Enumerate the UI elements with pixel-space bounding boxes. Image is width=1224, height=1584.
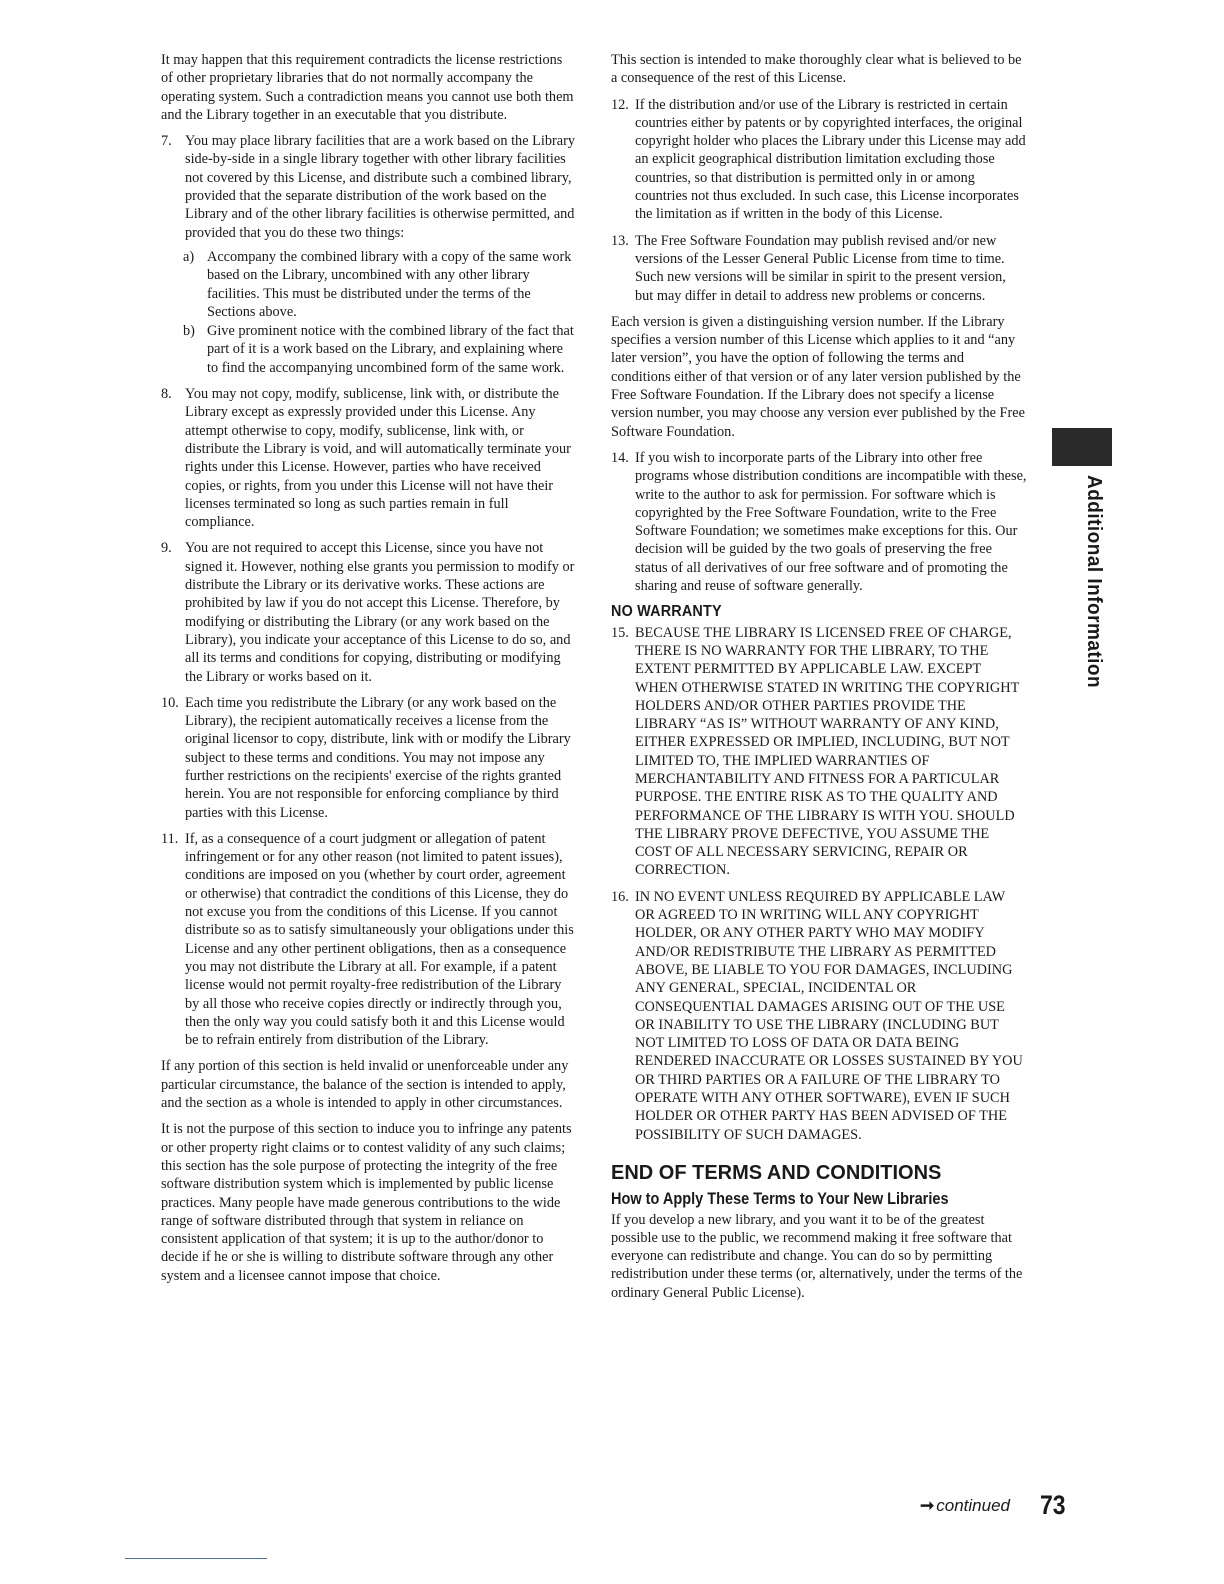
section-tab-marker <box>1052 428 1112 466</box>
item-text: If you wish to incorporate parts of the Library into other free programs whose distribution conditions are incompatible with these, write to the author to ask for permission. For software which is copyrighted by the Free Software Foundation, write to the Free Software Foundation; we sometimes make exceptions for this. Our decision will be guided by the two goals of preserving the free status of all derivatives of our free software and of promoting the sharing and reuse of software generally. <box>635 449 1027 595</box>
item-number: 13. <box>611 232 629 249</box>
item-text: Each time you redistribute the Library (or any work based on the Library), the recipient automatically receives a license from the original licensor to copy, distribute, link with or modify the Library subject to these terms and conditions. You may not impose any further restrictions on the recipients' exercise of the rights granted herein. You are not responsible for enforcing compliance by third parties with this License. <box>185 694 571 821</box>
paragraph: It may happen that this requirement contradicts the license restrictions of other proprietary libraries that do not normally accompany the operating system. Such a contradiction means you cannot use both them and the Library together in an executable that you distribute. <box>161 52 574 123</box>
left-column <box>161 51 577 1293</box>
paragraph: Each version is given a distinguishing version number. If the Library specifies a version number of this License which applies to it and “any later version”, you have the option of following the terms and conditions either of that version or of any later version published by the Free Software Foundation. If the Library does not specify a license version number, you may choose any version ever published by the Free Software Foundation. <box>611 313 1025 440</box>
paragraph: If you develop a new library, and you want it to be of the greatest possible use to the public, we recommend making it free software that everyone can redistribute and change. You can do so by permitting redistribution under these terms (or, alternatively, under the terms of the ordinary General Public License). <box>611 1211 1023 1301</box>
paragraph: If any portion of this section is held invalid or unenforceable under any particular circumstance, the balance of the section is intended to apply, and the section as a whole is intended to apply in other circumstances. <box>161 1058 569 1112</box>
sub-item-text: Give prominent notice with the combined library of the fact that part of it is a work based on the Library, and explaining where to find the accompanying uncombined form of the same work. <box>207 323 574 376</box>
sublist <box>161 248 577 377</box>
continued-label: continued <box>936 1496 1010 1515</box>
no-warranty-heading: NO WARRANTY <box>611 603 722 621</box>
right-column <box>611 51 1027 1310</box>
sub-item-a <box>161 248 577 321</box>
item-text: You may not copy, modify, sublicense, link with, or distribute the Library except as expressly provided under this License. Any attempt otherwise to copy, modify, sublicense, link with, or distribute the Library is void, and will automatically terminate your rights under this License. However, parties who have received copies, or rights, from you under this License will not have their licenses terminated so long as such parties remain in full compliance. <box>185 386 571 531</box>
item-number: 7. <box>161 133 172 150</box>
list-item-16 <box>611 888 1027 1144</box>
item-text: IN NO EVENT UNLESS REQUIRED BY APPLICABLE LAW OR AGREED TO IN WRITING WILL ANY COPYRIGHT HOLDER, OR ANY OTHER PARTY WHO MAY MODIFY AND/OR REDISTRIBUTE THE LIBRARY AS PERMITTED ABOVE, BE LIABLE TO YOU FOR DAMAGES, INCLUDING ANY GENERAL, SPECIAL, INCIDENTAL OR CONSEQUENTIAL DAMAGES ARISING OUT OF THE USE OR INABILITY TO USE THE LIBRARY (INCLUDING BUT NOT LIMITED TO LOSS OF DATA OR DATA BEING RENDERED INACCURATE OR LOSSES SUSTAINED BY YOU OR THIRD PARTIES OR A FAILURE OF THE LIBRARY TO OPERATE WITH ANY OTHER SOFTWARE), EVEN IF SUCH HOLDER OR OTHER PARTY HAS BEEN ADVISED OF THE POSSIBILITY OF SUCH DAMAGES. <box>635 888 1023 1143</box>
list-item-7 <box>161 132 577 242</box>
item-number: 14. <box>611 449 629 466</box>
item-text: BECAUSE THE LIBRARY IS LICENSED FREE OF CHARGE, THERE IS NO WARRANTY FOR THE LIBRARY, TO THE EXTENT PERMITTED BY APPLICABLE LAW. EXCEPT WHEN OTHERWISE STATED IN WRITING THE COPYRIGHT HOLDERS AND/OR OTHER PARTIES PROVIDE THE LIBRARY “AS IS” WITHOUT WARRANTY OF ANY KIND, EITHER EXPRESSED OR IMPLIED, INCLUDING, BUT NOT LIMITED TO, THE IMPLIED WARRANTIES OF MERCHANTABILITY AND FITNESS FOR A PARTICULAR PURPOSE. THE ENTIRE RISK AS TO THE QUALITY AND PERFORMANCE OF THE LIBRARY IS WITH YOU. SHOULD THE LIBRARY PROVE DEFECTIVE, YOU ASSUME THE COST OF ALL NECESSARY SERVICING, REPAIR OR CORRECTION. <box>635 624 1020 879</box>
paragraph: This section is intended to make thoroughly clear what is believed to be a consequence of the rest of this License. <box>611 52 1022 87</box>
sub-item-b <box>161 322 577 377</box>
item-number: 15. <box>611 624 629 641</box>
list-item-8 <box>161 385 577 531</box>
item-text: If the distribution and/or use of the Library is restricted in certain countries either by patents or by copyrighted interfaces, the original copyright holder who places the Library under this License may add an explicit geographical distribution limitation excluding those countries, so that distribution is permitted only in or among countries not thus excluded. In such case, this License incorporates the limitation as if written in the body of this License. <box>635 96 1026 223</box>
section-tab-label: Additional Information <box>1083 475 1105 689</box>
list-item-9 <box>161 539 577 685</box>
list-item-13 <box>611 232 1027 305</box>
item-number: 10. <box>161 694 179 711</box>
list-item-10 <box>161 694 577 822</box>
list-item-15 <box>611 624 1027 880</box>
item-number: 12. <box>611 96 629 113</box>
list-item-11 <box>161 830 577 1050</box>
item-number: 8. <box>161 386 172 403</box>
footer-rule <box>125 1558 267 1559</box>
item-text: You may place library facilities that are a work based on the Library side-by-side in a single library together with other library facilities not covered by this License, and distribute such a combined library, provided that the separate distribution of the work based on the Library and of the other library facilities is otherwise permitted, and provided that you do these two things: <box>185 133 575 241</box>
how-to-apply-heading: How to Apply These Terms to Your New Libraries <box>611 1190 949 1209</box>
item-number: 11. <box>161 830 179 847</box>
item-number: 9. <box>161 540 172 557</box>
item-text: The Free Software Foundation may publish revised and/or new versions of the Lesser General Public License from time to time. Such new versions will be similar in spirit to the present version, but may differ in detail to address new problems or concerns. <box>635 232 1006 304</box>
paragraph: It is not the purpose of this section to induce you to infringe any patents or other property right claims or to contest validity of any such claims; this section has the sole purpose of protecting the integrity of the free software distribution system which is implemented by public license practices. Many people have made generous contributions to the wide range of software distributed through that system in reliance on consistent application of that system; it is up to the author/donor to decide if he or she is willing to distribute software through any other system and a licensee cannot impose that choice. <box>161 1121 572 1284</box>
sub-item-letter: b) <box>183 323 195 340</box>
arrow-right-icon: ➞ <box>920 1496 935 1515</box>
end-of-terms-heading: END OF TERMS AND CONDITIONS <box>611 1161 942 1184</box>
list-item-12 <box>611 96 1027 224</box>
sub-item-text: Accompany the combined library with a copy of the same work based on the Library, uncombined with any other library facilities. This must be distributed under the terms of the Sections above. <box>207 248 572 320</box>
page-number: 73 <box>1040 1490 1066 1520</box>
sub-item-letter: a) <box>183 248 195 265</box>
item-text: If, as a consequence of a court judgment or allegation of patent infringement or for any other reason (not limited to patent issues), conditions are imposed on you (whether by court order, agreement or otherwise) that contradict the conditions of this License, they do not excuse you from the conditions of this License. If you cannot distribute so as to satisfy simultaneously your obligations under this License and any other pertinent obligations, then as a consequence you may not distribute the Library at all. For example, if a patent license would not permit royalty-free redistribution of the Library by all those who receive copies directly or indirectly through you, then the only way you could satisfy both it and this License would be to refrain entirely from distribution of the Library. <box>185 830 574 1049</box>
item-text: You are not required to accept this License, since you have not signed it. However, nothing else grants you permission to modify or distribute the Library or its derivative works. These actions are prohibited by law if you do not accept this License. Therefore, by modifying or distributing the Library (or any work based on the Library), you indicate your acceptance of this License to do so, and all its terms and conditions for copying, distributing or modifying the Library or works based on it. <box>185 540 575 685</box>
continued-note <box>920 1496 1010 1516</box>
item-number: 16. <box>611 888 629 905</box>
list-item-14 <box>611 449 1027 595</box>
